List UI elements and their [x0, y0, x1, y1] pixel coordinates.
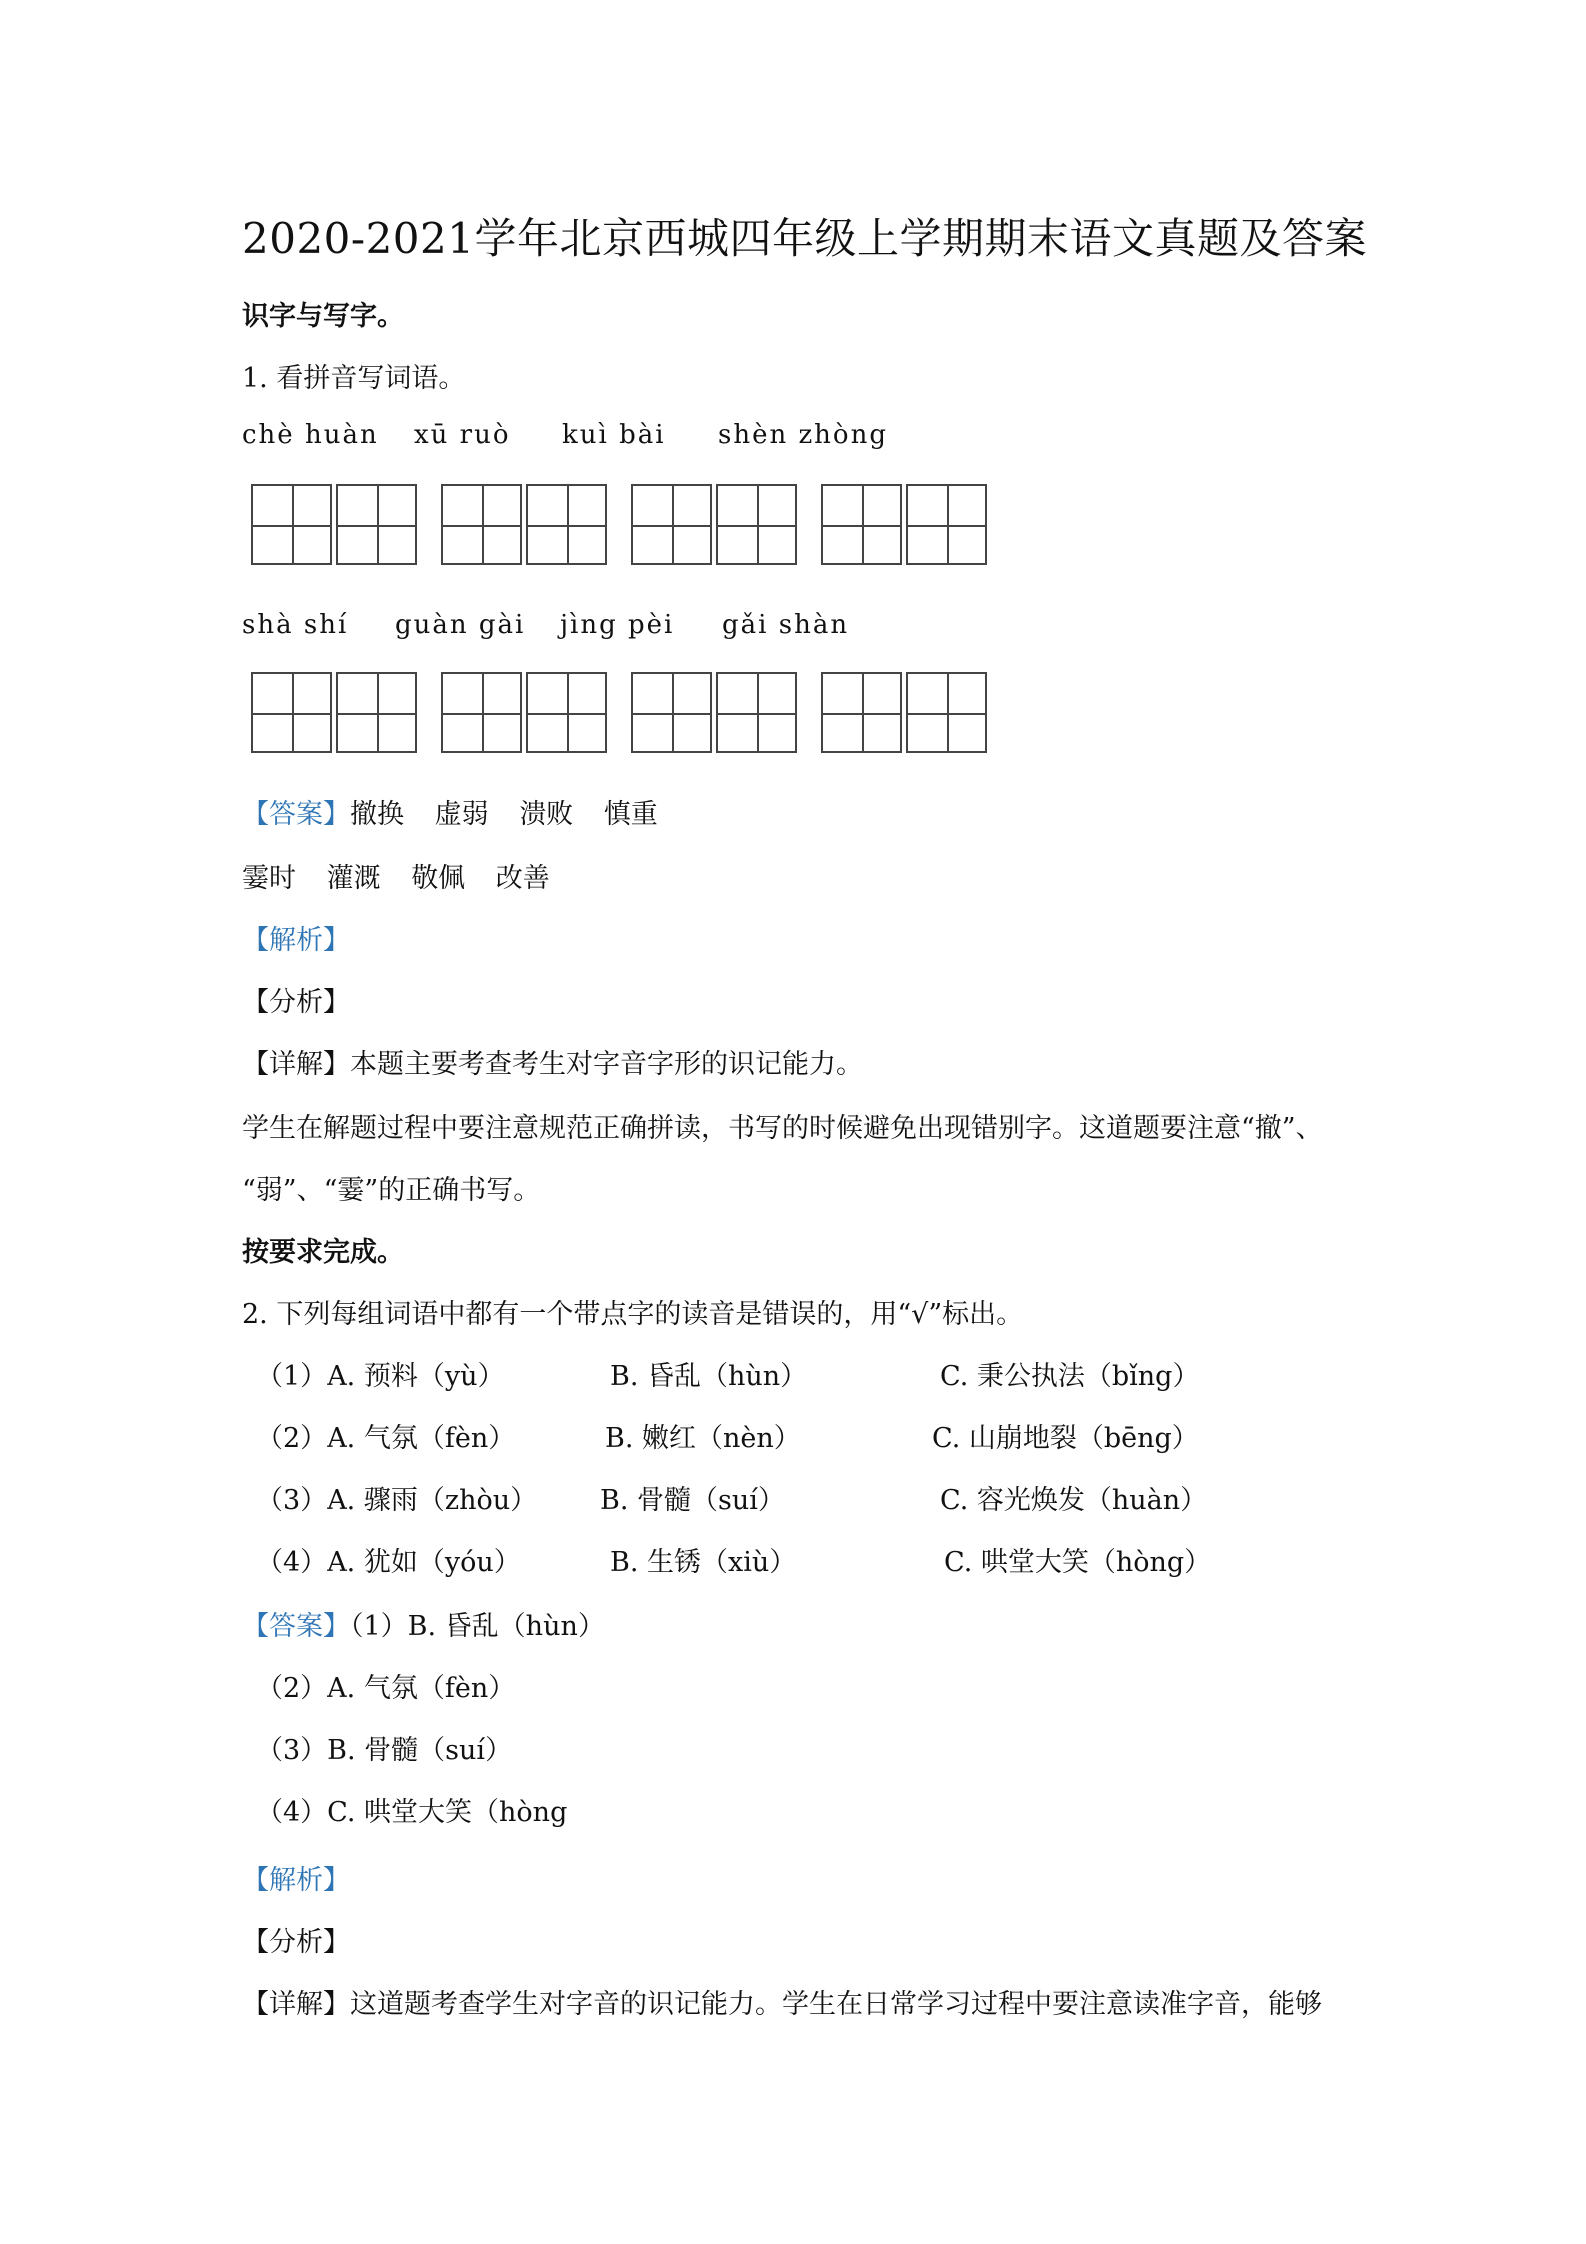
fenxi-tag-1: 【分析】	[242, 987, 350, 1018]
grid-cell[interactable]	[716, 484, 797, 565]
pinyin-2-1: shà shí	[242, 610, 349, 640]
option-b: B. 骨髓（suí）	[600, 1485, 785, 1516]
answer-tag: 【答案】	[242, 799, 350, 830]
analysis-tag-1: 【解析】	[242, 925, 350, 956]
grid-cell[interactable]	[441, 672, 522, 753]
answer-word: 灌溉	[326, 863, 381, 894]
row-number: （4）	[256, 1547, 328, 1578]
page-title: 2020-2021学年北京西城四年级上学期期末语文真题及答案	[242, 214, 1367, 263]
analysis-tag-2: 【解析】	[242, 1865, 350, 1896]
word-grid[interactable]	[631, 672, 801, 753]
row-number: （3）	[256, 1485, 328, 1516]
answer-2-line-3: （3）B. 骨髓（suí）	[256, 1735, 513, 1766]
detail-2	[242, 1982, 1322, 2021]
option-row-4	[256, 1540, 521, 1579]
answer-word: 溃败	[519, 799, 574, 830]
option-row-3	[256, 1478, 537, 1517]
option-c: C. 山崩地裂（bēng）	[932, 1423, 1199, 1454]
question-1-prompt: 1. 看拼音写词语。	[242, 363, 466, 394]
option-a: A. 犹如（yóu）	[327, 1547, 521, 1578]
detail-tag: 【详解】	[242, 1049, 350, 1080]
word-grid[interactable]	[251, 672, 421, 753]
grid-cell[interactable]	[631, 672, 712, 753]
explanation-1-para-2: “弱”、“霎”的正确书写。	[242, 1175, 541, 1206]
row-number: （2）	[256, 1423, 328, 1454]
option-b: B. 生锈（xiù）	[610, 1547, 797, 1578]
detail-1	[242, 1042, 863, 1081]
explanation-1-para-1: 学生在解题过程中要注意规范正确拼读，书写的时候避免出现错别字。这道题要注意“撤”、	[242, 1113, 1323, 1144]
grid-cell[interactable]	[631, 484, 712, 565]
grid-cell[interactable]	[906, 484, 987, 565]
option-row-1	[256, 1354, 505, 1393]
option-a: A. 骤雨（zhòu）	[327, 1485, 538, 1516]
grid-cell[interactable]	[821, 484, 902, 565]
word-grid[interactable]	[441, 484, 611, 565]
answer-word: 改善	[495, 863, 550, 894]
grid-cell[interactable]	[336, 672, 417, 753]
pinyin-1-1: chè huàn	[242, 420, 379, 450]
option-a: A. 预料（yù）	[327, 1361, 505, 1392]
answer-2-line-1	[242, 1604, 605, 1643]
pinyin-1-4: shèn zhòng	[718, 420, 888, 450]
answer-word: 撤换	[350, 799, 404, 830]
row-number: （1）	[256, 1361, 328, 1392]
word-grid[interactable]	[821, 484, 991, 565]
option-c: C. 容光焕发（huàn）	[940, 1485, 1208, 1516]
writing-grid-row-1	[251, 484, 1011, 565]
pinyin-1-3: kuì bài	[562, 420, 666, 450]
question-2-prompt: 2. 下列每组词语中都有一个带点字的读音是错误的，用“√”标出。	[242, 1299, 1024, 1330]
answer-1-line-1	[242, 792, 658, 831]
grid-cell[interactable]	[251, 672, 332, 753]
answer-tag: 【答案】	[242, 1611, 350, 1642]
pinyin-2-2: guàn gài	[395, 610, 526, 640]
pinyin-1-2: xū ruò	[414, 420, 511, 450]
answer-word: 敬佩	[411, 863, 466, 894]
answer-2-line-2: （2）A. 气氛（fèn）	[256, 1673, 516, 1704]
grid-cell[interactable]	[336, 484, 417, 565]
answer-word: 慎重	[603, 799, 658, 830]
pinyin-2-3: jìng pèi	[560, 610, 675, 640]
answer-word: 虚弱	[434, 799, 489, 830]
option-row-2	[256, 1416, 515, 1455]
answer-word: 霎时	[242, 863, 296, 894]
option-c: C. 哄堂大笑（hòng）	[944, 1547, 1212, 1578]
option-a: A. 气氛（fèn）	[327, 1423, 516, 1454]
word-grid[interactable]	[821, 672, 991, 753]
option-b: B. 嫩红（nèn）	[605, 1423, 801, 1454]
grid-cell[interactable]	[526, 484, 607, 565]
option-b: B. 昏乱（hùn）	[610, 1361, 808, 1392]
fenxi-tag-2: 【分析】	[242, 1927, 350, 1958]
section-heading-2: 按要求完成。	[242, 1237, 404, 1268]
writing-grid-row-2	[251, 672, 1011, 753]
grid-cell[interactable]	[906, 672, 987, 753]
answer-1-line-2	[242, 856, 550, 895]
detail-text: 本题主要考查考生对字音字形的识记能力。	[350, 1049, 863, 1080]
grid-cell[interactable]	[821, 672, 902, 753]
section-heading-1: 识字与写字。	[242, 301, 404, 332]
detail-text: 这道题考查学生对字音的识记能力。学生在日常学习过程中要注意读准字音，能够	[350, 1989, 1322, 2020]
word-grid[interactable]	[441, 672, 611, 753]
pinyin-2-4: gǎi shàn	[722, 610, 850, 640]
answer-text: （1）B. 昏乱（hùn）	[350, 1611, 605, 1642]
option-c: C. 秉公执法（bǐng）	[940, 1361, 1200, 1392]
word-grid[interactable]	[631, 484, 801, 565]
grid-cell[interactable]	[441, 484, 522, 565]
grid-cell[interactable]	[716, 672, 797, 753]
word-grid[interactable]	[251, 484, 421, 565]
grid-cell[interactable]	[526, 672, 607, 753]
grid-cell[interactable]	[251, 484, 332, 565]
answer-2-line-4: （4）C. 哄堂大笑（hòng	[256, 1797, 568, 1828]
detail-tag: 【详解】	[242, 1989, 350, 2020]
